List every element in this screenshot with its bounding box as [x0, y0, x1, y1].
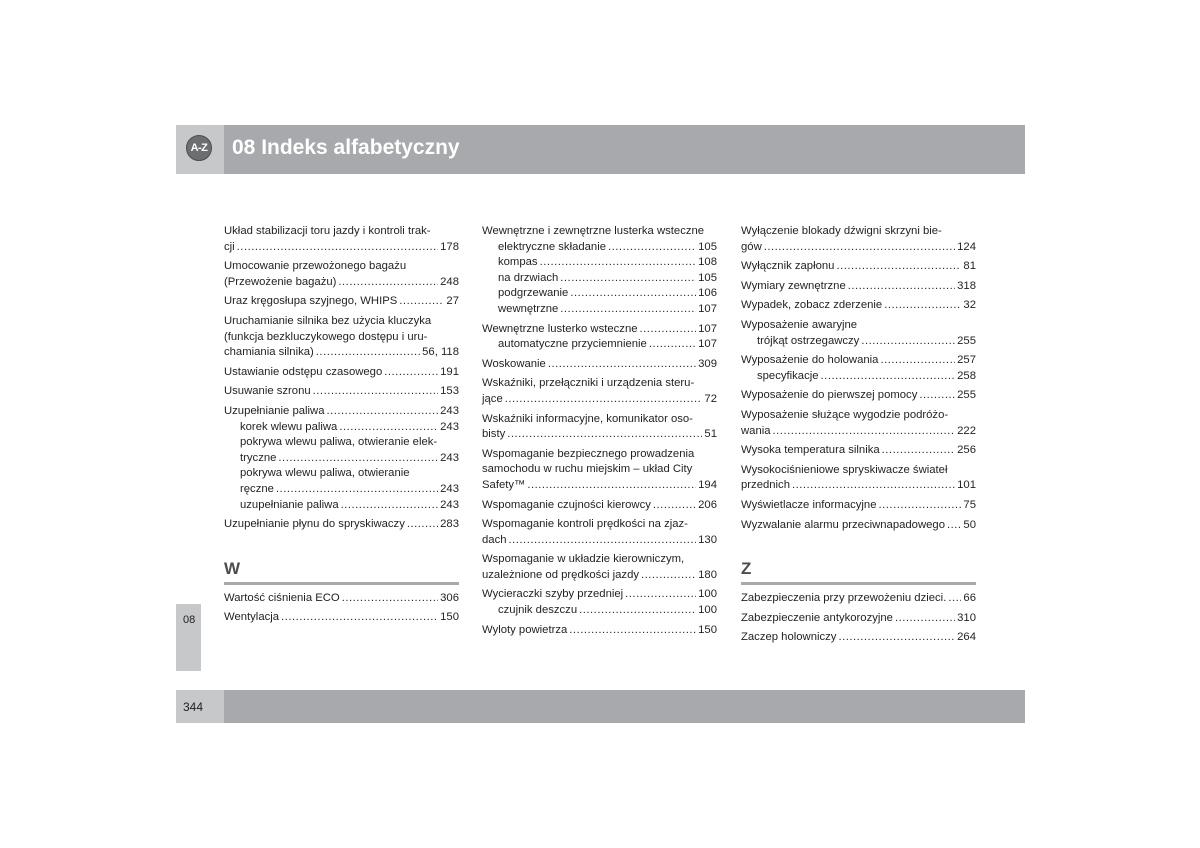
index-entry [741, 591, 976, 607]
entry-text: Uraz kręgosłupa szyjnego, WHIPS [224, 295, 398, 308]
page-ref: 206 [698, 498, 717, 511]
index-entry [224, 314, 459, 361]
index-entry [741, 259, 976, 275]
subentry-text: specyfikacje [757, 369, 819, 382]
subentry-text: czujnik deszczu [498, 604, 578, 617]
index-entry [224, 591, 459, 607]
page-ref: 27 [446, 295, 459, 308]
page-ref: 32 [963, 299, 976, 312]
entry-text: Wyposażenie awaryjne [741, 318, 858, 331]
page-ref: 178 [440, 240, 459, 253]
index-entry [224, 404, 459, 513]
page-ref: 56, 118 [422, 346, 459, 359]
index-entry [741, 443, 976, 459]
entry-text: Wyłącznik zapłonu [741, 260, 835, 273]
entry-text: Wskaźniki informacyjne, komunikator oso- [482, 412, 693, 425]
entry-text: uzależnione od prędkości jazdy [482, 568, 639, 581]
index-entry [224, 224, 459, 255]
page-ref: 124 [957, 240, 976, 253]
index-entry [741, 318, 976, 349]
index-entry [741, 388, 976, 404]
entry-text: przednich [741, 479, 790, 492]
index-entry [741, 224, 976, 255]
entry-text: dach [482, 533, 507, 546]
subentry-text: korek wlewu paliwa [240, 420, 338, 433]
entry-text: Wysoka temperatura silnika [741, 444, 880, 457]
entry-text: chamiania silnika) [224, 346, 314, 359]
subentry-text: uzupełnianie paliwa [240, 498, 339, 511]
subentry-text: ręczne [240, 482, 274, 495]
index-entry [482, 322, 717, 353]
index-entry [741, 353, 976, 384]
index-entry [741, 630, 976, 646]
index-entry [741, 279, 976, 295]
entry-text: Wyłączenie blokady dźwigni skrzyni bie- [741, 225, 942, 237]
index-column-3 [741, 224, 976, 650]
subentry-text: tryczne [240, 451, 277, 464]
chapter-tab-label: 08 [183, 614, 196, 626]
page-ref: 108 [698, 256, 717, 269]
page-ref: 72 [704, 392, 717, 405]
page-ref: 105 [698, 271, 717, 284]
page-ref: 105 [698, 240, 717, 253]
page-ref: 243 [440, 451, 459, 464]
page-ref: 107 [698, 322, 717, 335]
entry-text: Uzupełnianie płynu do spryskiwaczy [224, 518, 405, 531]
entry-text: Wyposażenie do pierwszej pomocy [741, 389, 918, 402]
index-entry [741, 408, 976, 439]
index-entry [741, 463, 976, 494]
page-ref: 318 [957, 279, 976, 292]
index-entry [482, 517, 717, 548]
section-w [224, 559, 459, 626]
index-entry [741, 611, 976, 627]
entry-text: (Przewożenie bagażu) [224, 275, 337, 288]
entry-text: Ustawianie odstępu czasowego [224, 365, 383, 378]
page-ref: 191 [440, 365, 459, 378]
page-ref: 255 [957, 389, 976, 402]
subentry-text: pokrywa wlewu paliwa, otwieranie elek- [240, 436, 438, 449]
entry-text: Wysokociśnieniowe spryskiwacze świateł [741, 463, 948, 476]
entry-text: Zabezpieczenie antykorozyjne [741, 611, 893, 624]
index-column-2 [482, 224, 717, 642]
index-entry [224, 610, 459, 626]
page-ref: 100 [698, 604, 717, 617]
entry-text: (funkcja bezkluczykowego dostępu i uru- [224, 330, 428, 343]
page-ref: 66 [963, 592, 976, 605]
page-ref: 264 [957, 631, 976, 644]
subentry-text: elektryczne składanie [498, 240, 607, 253]
index-entry [482, 447, 717, 494]
entry-text: Wewnętrzne lusterko wsteczne [482, 322, 638, 335]
index-entry [482, 498, 717, 514]
page-ref: 81 [963, 260, 976, 273]
page-ref: 258 [957, 369, 976, 382]
page-ref: 256 [957, 444, 976, 457]
page-ref: 257 [957, 354, 976, 367]
section-letter: Z [741, 559, 976, 585]
page-ref: 75 [963, 498, 976, 511]
index-entry [482, 357, 717, 373]
entry-text: Usuwanie szronu [224, 385, 311, 398]
page-ref: 107 [698, 302, 717, 315]
page-ref: 243 [440, 404, 459, 417]
entry-text: Zaczep holowniczy [741, 631, 837, 644]
entry-text: cji [224, 240, 235, 253]
subentry-text: automatyczne przyciemnienie [498, 338, 647, 351]
subentry-text: podgrzewanie [498, 287, 569, 300]
entry-text: Wyposażenie do holowania [741, 354, 879, 367]
page-ref: 51 [704, 428, 717, 441]
index-entry [482, 552, 717, 583]
subentry-text: wewnętrzne [498, 302, 559, 315]
entry-text: samochodu w ruchu miejskim – układ City [482, 463, 693, 476]
page-ref: 150 [440, 611, 459, 624]
page-ref: 107 [698, 338, 717, 351]
page-ref: 248 [440, 275, 459, 288]
page-ref: 243 [440, 482, 459, 495]
index-entry [741, 298, 976, 314]
entry-text: Układ stabilizacji toru jazdy i kontroli trak- [224, 225, 431, 237]
entry-text: Wartość ciśnienia ECO [224, 591, 340, 604]
entry-text: Wyświetlacze informacyjne [741, 498, 877, 511]
index-entry [224, 517, 459, 533]
entry-text: Wspomaganie w układzie kierowniczym, [482, 553, 685, 566]
entry-text: bisty [482, 428, 506, 441]
index-entry [224, 365, 459, 381]
page-ref: 243 [440, 498, 459, 511]
page-ref: 106 [698, 287, 717, 300]
page-ref: 310 [957, 611, 976, 624]
page-ref: 130 [698, 533, 717, 546]
index-entry [482, 224, 717, 318]
chapter-title: 08 Indeks alfabetyczny [232, 136, 460, 159]
page-ref: 50 [963, 518, 976, 531]
page-ref: 194 [698, 478, 717, 491]
page-number: 344 [183, 700, 204, 714]
page-ref: 306 [440, 591, 459, 604]
page-ref: 283 [440, 518, 459, 531]
page-ref: 150 [698, 623, 717, 636]
entry-text: Wspomaganie kontroli prędkości na zjaz- [482, 518, 688, 531]
index-entry [482, 376, 717, 407]
index-column-1 [224, 224, 459, 630]
entry-text: Umocowanie przewożonego bagażu [224, 260, 407, 273]
entry-text: Safety™ [482, 478, 526, 491]
entry-text: jące [482, 392, 503, 405]
page-ref: 153 [440, 385, 459, 398]
page-ref: 309 [698, 357, 717, 370]
entry-text: Wspomaganie bezpiecznego prowadzenia [482, 447, 695, 460]
entry-text: Wspomaganie czujności kierowcy [482, 498, 651, 511]
index-entry [482, 412, 717, 443]
page-ref: 222 [957, 424, 976, 437]
index-entry [224, 294, 459, 310]
entry-text: Wentylacja [224, 611, 280, 624]
section-z [741, 559, 976, 646]
page-ref: 243 [440, 420, 459, 433]
page-ref: 101 [957, 479, 976, 492]
section-letter: W [224, 559, 459, 585]
entry-text: Woskowanie [482, 357, 546, 370]
index-entry [741, 498, 976, 514]
page-ref: 100 [698, 588, 717, 601]
entry-text: wania [741, 424, 771, 437]
subentry-text: na drzwiach [498, 271, 559, 284]
subentry-text: kompas [498, 256, 538, 269]
subentry-text: pokrywa wlewu paliwa, otwieranie [240, 467, 410, 480]
index-entry [482, 623, 717, 639]
entry-text: Uzupełnianie paliwa [224, 404, 325, 417]
entry-text: Uruchamianie silnika bez użycia kluczyka [224, 314, 432, 327]
index-entry [741, 518, 976, 534]
entry-text: Wypadek, zobacz zderzenie [741, 299, 883, 312]
entry-text: Wskaźniki, przełączniki i urządzenia steru- [482, 377, 695, 390]
entry-text: gów [741, 240, 762, 253]
index-entry [482, 587, 717, 618]
index-entry [224, 384, 459, 400]
subentry-text: trójkąt ostrzegawczy [757, 334, 860, 347]
entry-text: Zabezpieczenia przy przewożeniu dzieci. [741, 592, 947, 605]
footer-bar [224, 690, 1025, 723]
page-ref: 180 [698, 568, 717, 581]
page-ref: 255 [957, 334, 976, 347]
entry-text: Wyloty powietrza [482, 623, 568, 636]
entry-text: Wyzwalanie alarmu przeciwnapadowego [741, 518, 945, 531]
entry-text: Wycieraczki szyby przedniej [482, 588, 624, 601]
a-z-index-icon: A-Z [186, 135, 212, 161]
entry-text: Wyposażenie służące wygodzie podróżo- [741, 408, 949, 421]
entry-text: Wymiary zewnętrzne [741, 279, 846, 292]
index-entry [224, 259, 459, 290]
entry-text: Wewnętrzne i zewnętrzne lusterka wsteczne [482, 225, 705, 237]
